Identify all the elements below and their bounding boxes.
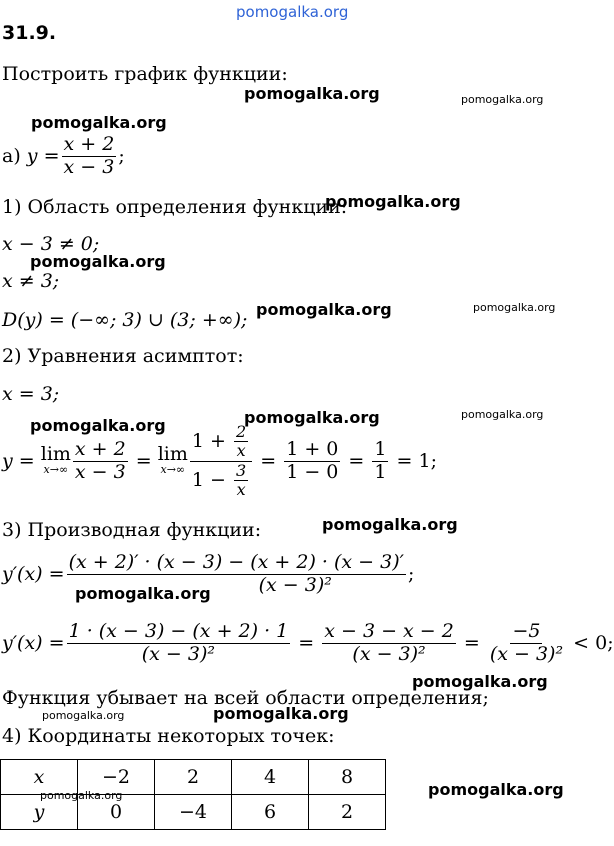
- table-cell: 2: [155, 760, 232, 795]
- watermark: pomogalka.org: [325, 192, 461, 211]
- step4-title: 4) Координаты некоторых точек:: [2, 725, 335, 747]
- watermark: pomogalka.org: [256, 300, 392, 319]
- fraction-denominator: (x − 3)²: [489, 642, 564, 665]
- step1-line2: x ≠ 3;: [2, 270, 60, 292]
- watermark: pomogalka.org: [461, 93, 544, 106]
- step1-domain: D(y) = (−∞; 3) ∪ (3; +∞);: [2, 309, 248, 331]
- table-cell: 2: [309, 795, 386, 830]
- fraction-denominator: 1 − 0: [286, 460, 339, 483]
- function-end: ;: [118, 145, 125, 168]
- step3-title: 3) Производная функции:: [2, 519, 262, 541]
- limit-fraction-3: [284, 439, 340, 484]
- fraction-numerator: (x + 2)′ · (x − 3) − (x + 2) · (x − 3)′: [68, 551, 404, 573]
- watermark: pomogalka.org: [30, 252, 166, 271]
- limit-operator: [158, 445, 188, 476]
- watermark-top: pomogalka.org: [236, 3, 349, 21]
- limit-lhs: y =: [2, 450, 35, 472]
- term: 1 +: [191, 429, 226, 452]
- inner-numerator: 3: [236, 460, 247, 480]
- watermark: pomogalka.org: [461, 408, 544, 421]
- watermark: pomogalka.org: [428, 780, 564, 799]
- lim-word: lim: [40, 443, 71, 466]
- watermark: pomogalka.org: [75, 584, 211, 603]
- fraction-numerator: 1 · (x − 3) − (x + 2) · 1: [68, 620, 289, 642]
- fraction-numerator: 1: [374, 437, 387, 460]
- limit-result: = 1;: [396, 450, 437, 472]
- problem-number: 31.9.: [2, 22, 57, 44]
- step1-title: 1) Область определения функции:: [2, 196, 348, 218]
- watermark: pomogalka.org: [31, 113, 167, 132]
- limit-operator: [41, 445, 71, 476]
- watermark: pomogalka.org: [322, 515, 458, 534]
- table-cell: 6: [232, 795, 309, 830]
- function-numerator: x + 2: [63, 133, 115, 155]
- lim-word: lim: [157, 443, 188, 466]
- function-definition: [2, 134, 125, 179]
- term: 1 −: [191, 468, 226, 491]
- derivative-fraction-4: [488, 621, 565, 666]
- fraction-numerator: x + 2: [74, 437, 126, 460]
- inner-denominator: x: [236, 479, 246, 499]
- table-cell: 8: [309, 760, 386, 795]
- semicolon: ;: [407, 563, 415, 586]
- function-fraction: [62, 134, 117, 179]
- fraction-denominator: x − 3: [74, 460, 126, 483]
- fraction-denominator: (x − 3)²: [258, 573, 332, 596]
- function-lhs: y =: [26, 145, 60, 168]
- task-text: Построить график функции:: [2, 63, 288, 85]
- derivative-sign: < 0;: [573, 632, 614, 655]
- watermark: pomogalka.org: [42, 709, 125, 722]
- derivative-fraction-2: [67, 621, 291, 666]
- part-label: а): [2, 145, 21, 168]
- watermark: pomogalka.org: [244, 408, 380, 427]
- inner-denominator: x: [236, 441, 246, 461]
- table-cell: 0: [78, 795, 155, 830]
- table-cell: −4: [155, 795, 232, 830]
- table-cell-y-label: y: [1, 795, 78, 830]
- fraction-denominator: [190, 462, 252, 500]
- watermark: pomogalka.org: [473, 301, 556, 314]
- inner-fraction: [234, 423, 248, 461]
- derivative-line-2: y′(x) = $\frac{1 \cdot (x - 3) - (x + 2) \cdot 1}{\text{(x − 3)²}}$ = $\frac{x - 3 - x - 2}{\text{(x − 3)²}}$ = $\frac{-5}{\text{(x − 3)²}}$ < 0;: [2, 620, 614, 665]
- watermark: pomogalka.org: [30, 416, 166, 435]
- derivative-lhs: y′(x) =: [2, 563, 65, 586]
- lim-subscript: x→∞: [160, 463, 186, 477]
- limit-fraction-2: [190, 423, 252, 500]
- fraction-denominator: 1: [374, 460, 387, 483]
- table-cell-x-label: x: [1, 760, 78, 795]
- horizontal-asymptote-limit: y = lim x→∞ $\frac{x + 2}{x - 3}$ = lim x→∞ 1 + $\frac{2}{x}$ 1 − $\frac{3}{x}$ = $\frac{1 + 0}{1 - 0}$ = $\frac{1}{1}$ = 1;: [2, 421, 437, 499]
- watermark: pomogalka.org: [40, 789, 123, 802]
- fraction-numerator: [190, 423, 252, 462]
- watermark: pomogalka.org: [244, 84, 380, 103]
- function-denominator: x − 3: [63, 155, 115, 178]
- step1-line1: x − 3 ≠ 0;: [2, 233, 100, 255]
- monotonicity-conclusion: Функция убывает на всей области определения;: [2, 687, 489, 709]
- fraction-numerator: 1 + 0: [286, 437, 339, 460]
- limit-fraction-1: [73, 439, 128, 484]
- step2-title: 2) Уравнения асимптот:: [2, 345, 244, 367]
- watermark: pomogalka.org: [412, 672, 548, 691]
- fraction-denominator: (x − 3)²: [141, 642, 216, 665]
- watermark: pomogalka.org: [213, 704, 349, 723]
- fraction-numerator: −5: [512, 620, 541, 642]
- derivative-fraction-3: [322, 621, 456, 666]
- inner-fraction: [234, 462, 248, 500]
- table-cell: −2: [78, 760, 155, 795]
- step2-vertical-asymptote: x = 3;: [2, 383, 60, 405]
- inner-numerator: 2: [236, 421, 247, 441]
- derivative-lhs: y′(x) =: [2, 632, 65, 655]
- fraction-numerator: x − 3 − x − 2: [324, 620, 454, 642]
- lim-subscript: x→∞: [43, 463, 69, 477]
- limit-fraction-4: [372, 439, 388, 484]
- fraction-denominator: (x − 3)²: [352, 642, 426, 665]
- table-cell: 4: [232, 760, 309, 795]
